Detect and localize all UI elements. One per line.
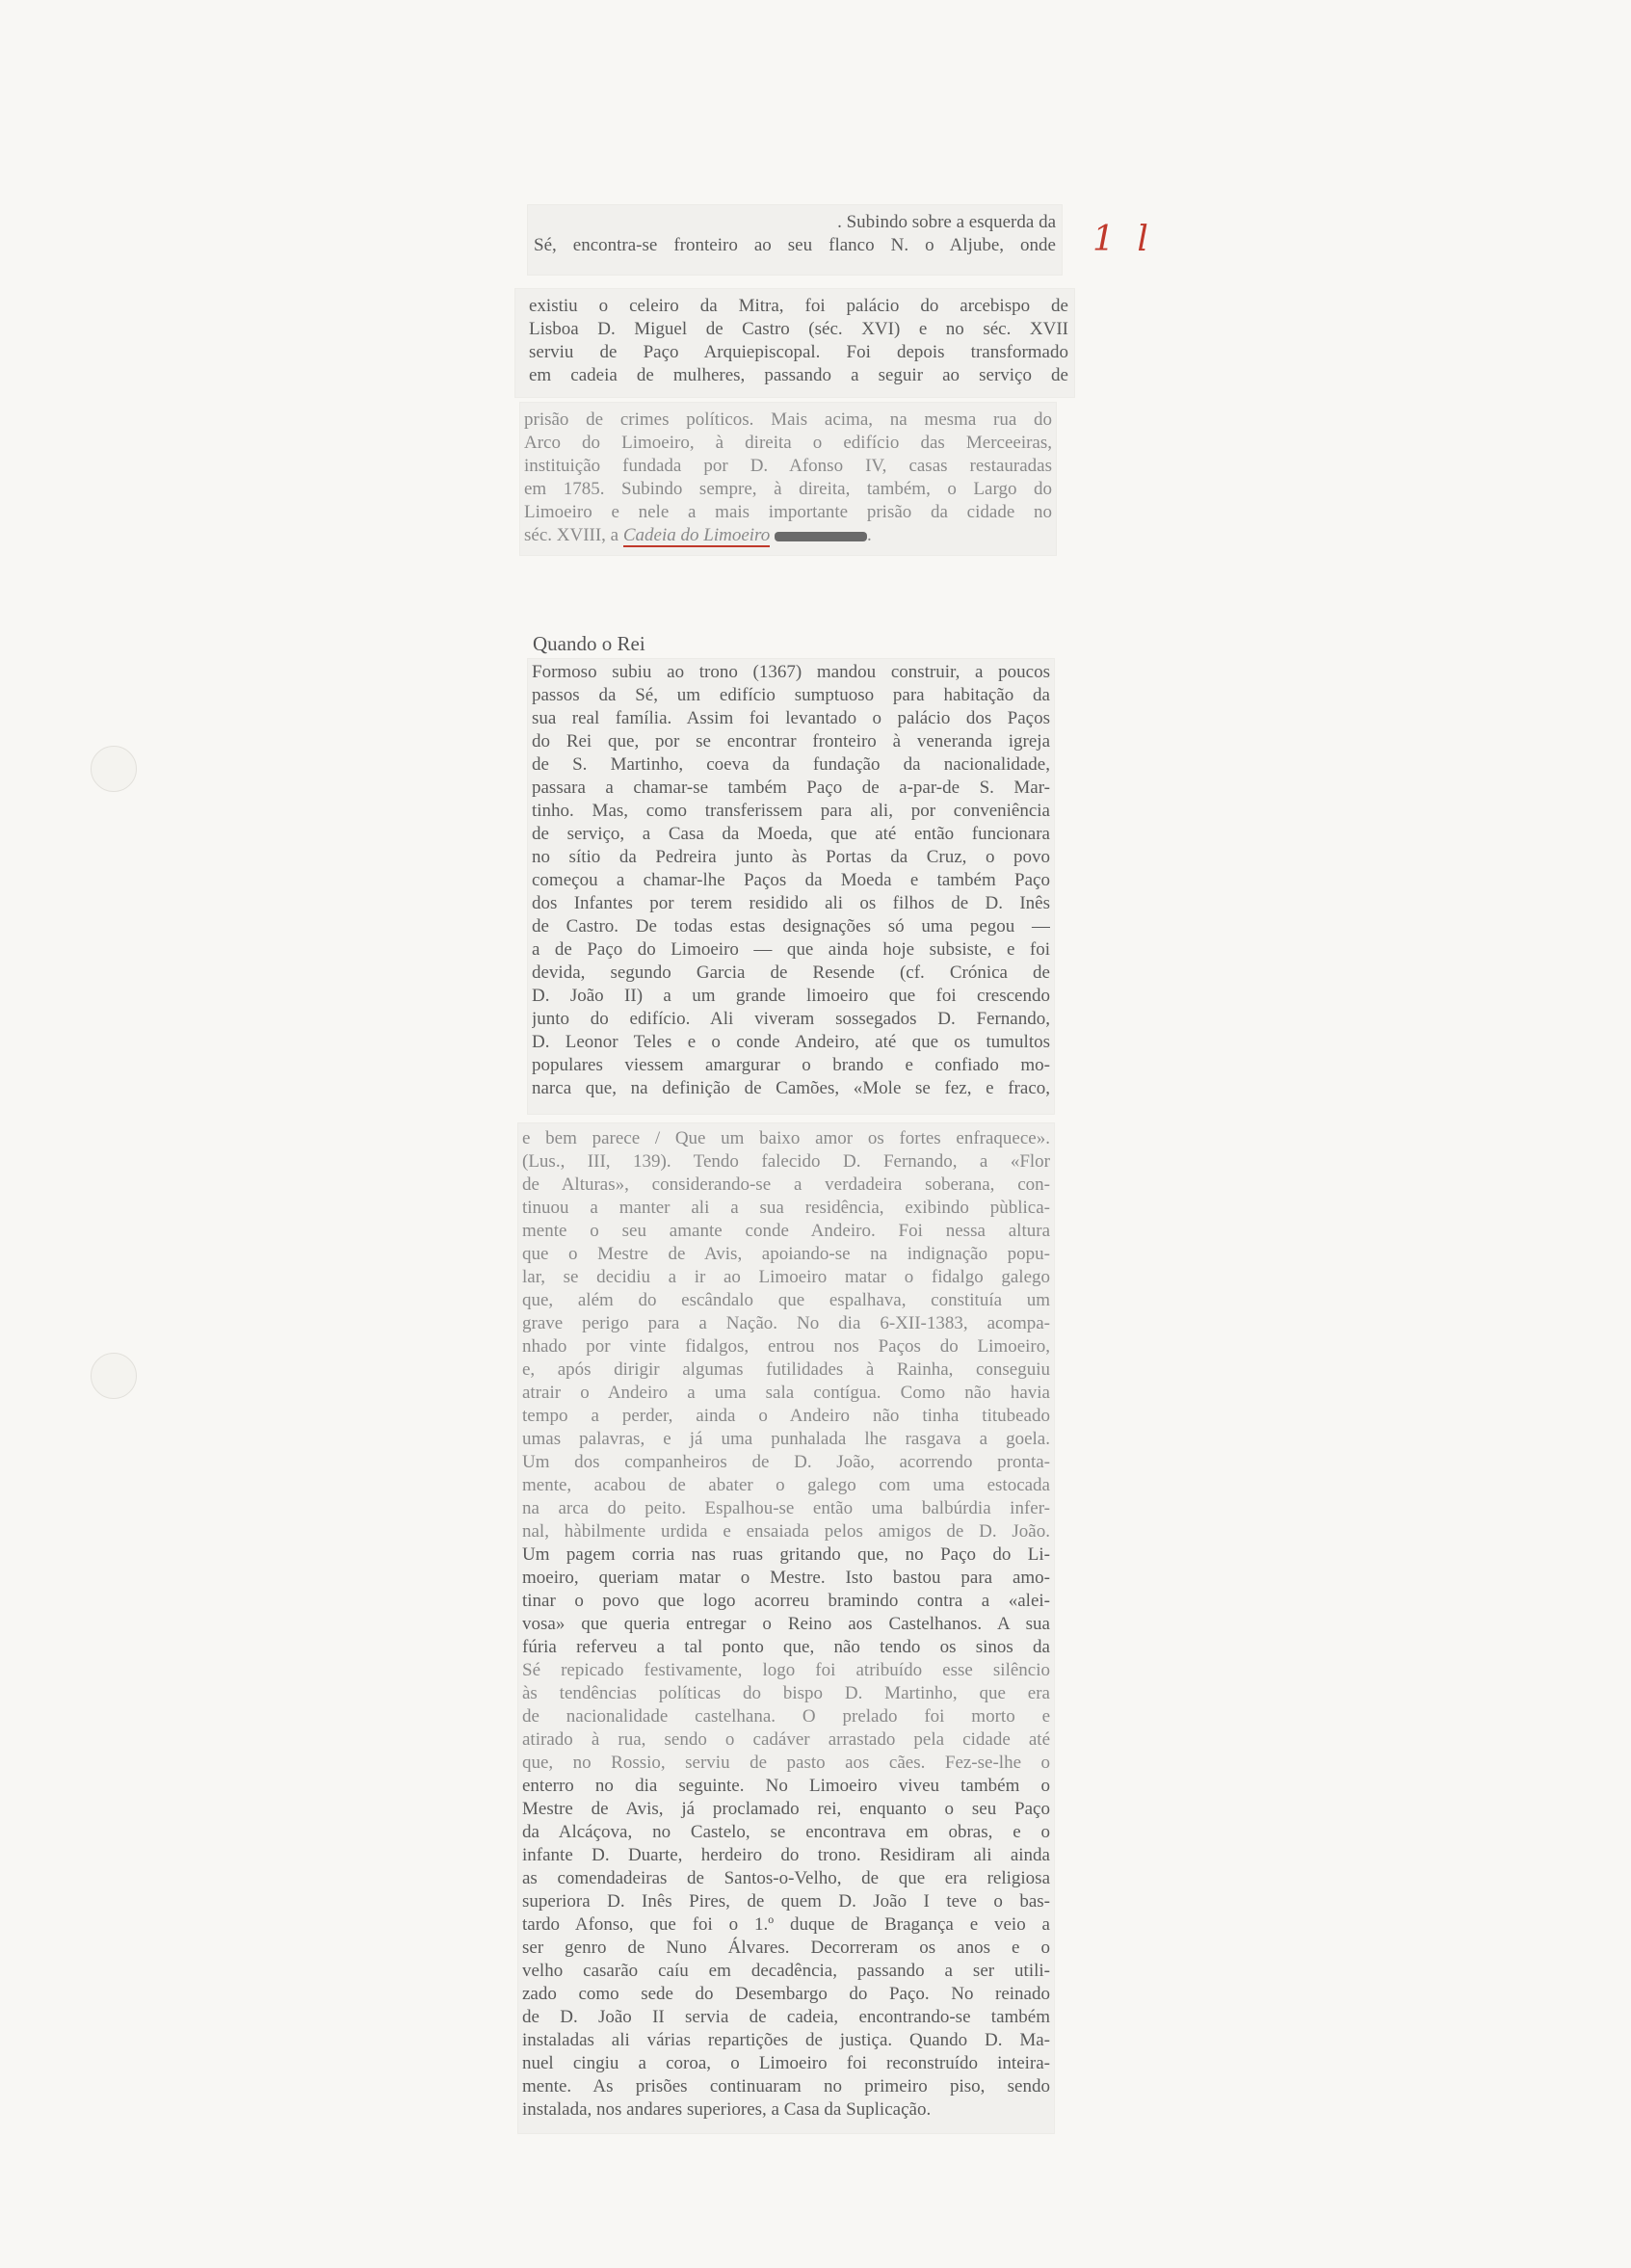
clip5-line: nuel cingiu a coroa, o Limoeiro foi reconstruído inteira- <box>522 2053 1050 2073</box>
clip5-line: que, no Rossio, serviu de pasto aos cães. Fez-se-lhe o <box>522 1753 1050 1773</box>
clip5-line: tinar o povo que logo acorreu bramindo contra a «alei- <box>522 1591 1050 1611</box>
clip3-line-2: Arco do Limoeiro, à direita o edifício das Merceeiras, <box>524 433 1052 453</box>
clip4-line: narca que, na definição de Camões, «Mole se fez, e fraco, <box>532 1078 1050 1098</box>
clip4-line: de serviço, a Casa da Moeda, que até então funcionara <box>532 824 1050 844</box>
clip4-line: Formoso subiu ao trono (1367) mandou construir, a poucos <box>532 662 1050 682</box>
clip5-line: fúria referveu a tal ponto que, não tendo os sinos da <box>522 1637 1050 1657</box>
clip5-line: ser genro de Nuno Álvares. Decorreram os anos e o <box>522 1938 1050 1958</box>
clip3-line-5: Limoeiro e nele a mais importante prisão da cidade no <box>524 502 1052 522</box>
cadeia-limoeiro-italic: Cadeia do Limoeiro <box>622 525 771 545</box>
clip5-line: moeiro, queriam matar o Mestre. Isto bastou para amo- <box>522 1568 1050 1588</box>
clip4-line: no sítio da Pedreira junto às Portas da Cruz, o povo <box>532 847 1050 867</box>
clip4-line: devida, segundo Garcia de Resende (cf. Crónica de <box>532 963 1050 983</box>
clip5-line: tempo a perder, ainda o Andeiro não tinha titubeado <box>522 1406 1050 1426</box>
section-heading: Quando o Rei <box>533 632 645 655</box>
clip5-line: mente. As prisões continuaram no primeiro piso, sendo <box>522 2076 1050 2097</box>
punch-hole-bottom <box>91 1353 137 1399</box>
clip3-line-1: prisão de crimes políticos. Mais acima, na mesma rua do <box>524 409 1052 430</box>
clip5-line: que, além do escândalo que espalhava, constituía um <box>522 1290 1050 1310</box>
clip4-line: começou a chamar-lhe Paços da Moeda e também Paço <box>532 870 1050 890</box>
clip5-line: grave perigo para a Nação. No dia 6-XII-1383, acompa- <box>522 1313 1050 1333</box>
clip2-line-4: em cadeia de mulheres, passando a seguir ao serviço de <box>529 365 1068 385</box>
clip2-line-2: Lisboa D. Miguel de Castro (séc. XVI) e no séc. XVII <box>529 319 1068 339</box>
clip5-line: infante D. Duarte, herdeiro do trono. Residiram ali ainda <box>522 1845 1050 1865</box>
clip4-line: passos da Sé, um edifício sumptuoso para habitação da <box>532 685 1050 705</box>
clip5-line: Um pagem corria nas ruas gritando que, no Paço do Li- <box>522 1544 1050 1565</box>
clip4-line: junto do edifício. Ali viveram sossegados D. Fernando, <box>532 1009 1050 1029</box>
clip3-line-3: instituição fundada por D. Afonso IV, casas restauradas <box>524 456 1052 476</box>
clip5-line: atrair o Andeiro a uma sala contígua. Como não havia <box>522 1383 1050 1403</box>
clipping-4 <box>528 659 1054 1114</box>
clip5-line: zado como sede do Desembargo do Paço. No reinado <box>522 1984 1050 2004</box>
clip5-line: de nacionalidade castelhana. O prelado foi morto e <box>522 1706 1050 1727</box>
clip5-line: Um dos companheiros de D. João, acorrendo pronta- <box>522 1452 1050 1472</box>
clip5-line: vosa» que queria entregar o Reino aos Castelhanos. A sua <box>522 1614 1050 1634</box>
clip5-line: as comendadeiras de Santos-o-Velho, de que era religiosa <box>522 1868 1050 1888</box>
clipping-2 <box>515 289 1074 397</box>
clip5-line: e bem parece / Que um baixo amor os fortes enfraquece». <box>522 1128 1050 1148</box>
struck-out-word <box>775 532 867 541</box>
clip1-line-2: Sé, encontra-se fronteiro ao seu flanco N. o Aljube, onde <box>534 235 1056 255</box>
clip5-line: de Alturas», considerando-se a verdadeira soberana, con- <box>522 1174 1050 1195</box>
clip4-line: de Castro. De todas estas designações só uma pegou — <box>532 916 1050 936</box>
punch-hole-top <box>91 746 137 792</box>
clip2-line-3: serviu de Paço Arquiepiscopal. Foi depois transformado <box>529 342 1068 362</box>
clip5-line: mente o seu amante conde Andeiro. Foi nessa altura <box>522 1221 1050 1241</box>
clip4-line: D. João II) a um grande limoeiro que foi crescendo <box>532 986 1050 1006</box>
clip3-line-6: séc. XVIII, a Cadeia do Limoeiro . <box>524 525 872 545</box>
clip5-line: umas palavras, e já uma punhalada lhe rasgava a goela. <box>522 1429 1050 1449</box>
clip1-line-1: . Subindo sobre a esquerda da <box>837 212 1056 232</box>
clipping-5 <box>518 1123 1054 2133</box>
clip3-line-4: em 1785. Subindo sempre, à direita, também, o Largo do <box>524 479 1052 499</box>
handwritten-margin-note: 1 l <box>1092 220 1154 259</box>
clip5-line: instaladas ali várias repartições de justiça. Quando D. Ma- <box>522 2030 1050 2050</box>
clip5-line: (Lus., III, 139). Tendo falecido D. Fernando, a «Flor <box>522 1151 1050 1172</box>
clip4-line: dos Infantes por terem residido ali os filhos de D. Inês <box>532 893 1050 913</box>
clip5-line: que o Mestre de Avis, apoiando-se na indignação popu- <box>522 1244 1050 1264</box>
clip2-line-1: existiu o celeiro da Mitra, foi palácio do arcebispo de <box>529 296 1068 316</box>
clip5-line: lar, se decidiu a ir ao Limoeiro matar o fidalgo galego <box>522 1267 1050 1287</box>
clip4-line: a de Paço do Limoeiro — que ainda hoje subsiste, e foi <box>532 939 1050 960</box>
clip3-last-prefix: séc. XVIII, a <box>524 525 623 545</box>
clip5-line: tinuou a manter ali a sua residência, exibindo pùblica- <box>522 1198 1050 1218</box>
clip4-line: do Rei que, por se encontrar fronteiro à veneranda igreja <box>532 731 1050 752</box>
clip4-line: passara a chamar-se também Paço de a-par-de S. Mar- <box>532 778 1050 798</box>
clip5-line: Mestre de Avis, já proclamado rei, enquanto o seu Paço <box>522 1799 1050 1819</box>
clip5-line: de D. João II servia de cadeia, encontrando-se também <box>522 2007 1050 2027</box>
clip5-line: superiora D. Inês Pires, de quem D. João I teve o bas- <box>522 1891 1050 1912</box>
clip5-line: enterro no dia seguinte. No Limoeiro viveu também o <box>522 1776 1050 1796</box>
clip5-line: instalada, nos andares superiores, a Casa da Suplicação. <box>522 2099 932 2120</box>
clip4-line: tinho. Mas, como transferissem para ali, por conveniência <box>532 801 1050 821</box>
clip5-line: na arca do peito. Espalhou-se então uma balbúrdia infer- <box>522 1498 1050 1518</box>
clip4-line: populares viessem amargurar o brando e confiado mo- <box>532 1055 1050 1075</box>
clip5-line: nhado por vinte fidalgos, entrou nos Paços do Limoeiro, <box>522 1336 1050 1357</box>
clip4-line: de S. Martinho, coeva da fundação da nacionalidade, <box>532 754 1050 775</box>
clipping-1 <box>528 205 1062 275</box>
clip5-line: velho casarão caíu em decadência, passando a ser utili- <box>522 1961 1050 1981</box>
clip5-line: mente, acabou de abater o galego com uma estocada <box>522 1475 1050 1495</box>
clip5-line: atirado à rua, sendo o cadáver arrastado pela cidade até <box>522 1729 1050 1750</box>
clip5-line: da Alcáçova, no Castelo, se encontrava em obras, e o <box>522 1822 1050 1842</box>
clip5-line: nal, hàbilmente urdida e ensaiada pelos amigos de D. João. <box>522 1521 1050 1542</box>
clip4-line: sua real família. Assim foi levantado o palácio dos Paços <box>532 708 1050 728</box>
clip5-line: às tendências políticas do bispo D. Martinho, que era <box>522 1683 1050 1703</box>
clip5-line: tardo Afonso, que foi o 1.º duque de Bragança e veio a <box>522 1914 1050 1935</box>
clip4-line: D. Leonor Teles e o conde Andeiro, até que os tumultos <box>532 1032 1050 1052</box>
clipping-3 <box>520 403 1056 555</box>
clip5-line: Sé repicado festivamente, logo foi atribuído esse silêncio <box>522 1660 1050 1680</box>
clip5-line: e, após dirigir algumas futilidades à Rainha, conseguiu <box>522 1359 1050 1380</box>
